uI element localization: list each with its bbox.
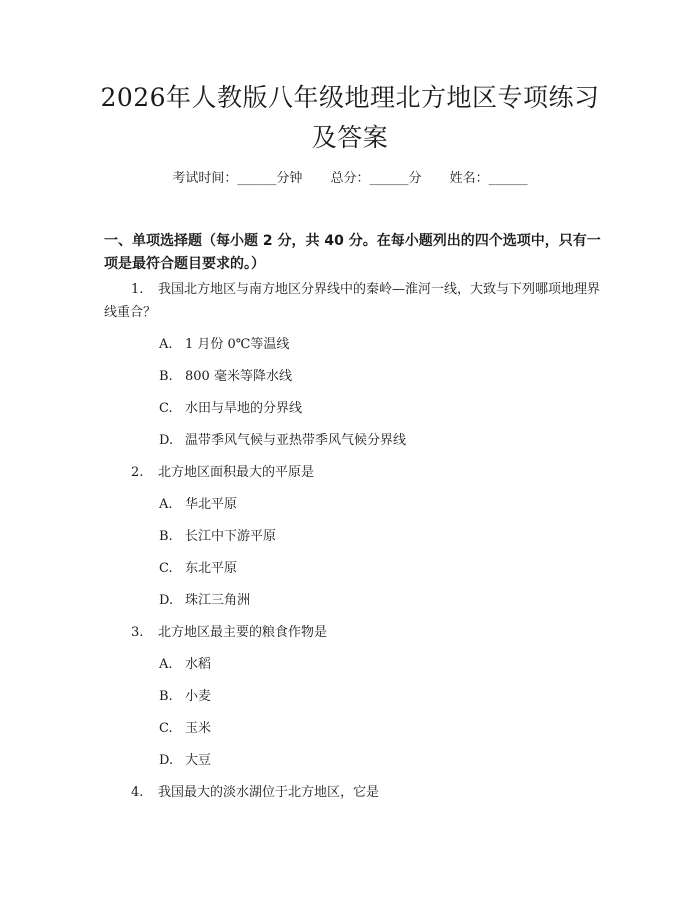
exam-info-line <box>0 170 700 188</box>
option-letter: C. <box>159 561 173 576</box>
answer-option <box>104 749 606 772</box>
option-letter: C. <box>159 721 173 736</box>
question-number: 1. <box>131 282 144 297</box>
option-list <box>104 653 606 772</box>
option-text: 长江中下游平原 <box>185 529 277 544</box>
option-text: 珠江三角洲 <box>185 593 251 608</box>
answer-option <box>104 429 606 452</box>
option-letter: A. <box>159 657 173 672</box>
option-text: 华北平原 <box>185 497 238 512</box>
option-letter: C. <box>159 401 173 416</box>
question-stem <box>104 781 606 804</box>
option-letter: D. <box>159 753 174 768</box>
question-text: 我国北方地区与南方地区分界线中的秦岭—淮河一线，大致与下列哪项地理界线重合？ <box>104 282 601 320</box>
option-letter: D. <box>159 593 174 608</box>
option-text: 小麦 <box>185 689 212 704</box>
answer-option <box>104 365 606 388</box>
document-title: 2026年人教版八年级地理北方地区专项练习及答案 <box>100 83 600 152</box>
question-number: 2. <box>131 465 144 480</box>
option-letter: B. <box>159 369 173 384</box>
option-letter: D. <box>159 433 174 448</box>
student-name-field: 姓名：______ <box>449 171 528 186</box>
option-text: 玉米 <box>185 721 212 736</box>
question-stem <box>104 621 606 644</box>
question-item <box>104 461 606 612</box>
question-text: 我国最大的淡水湖位于北方地区，它是 <box>158 785 380 800</box>
answer-option <box>104 653 606 676</box>
answer-option <box>104 525 606 548</box>
answer-option <box>104 717 606 740</box>
total-score-field: 总分：______分 <box>330 171 422 186</box>
option-text: 温带季风气候与亚热带季风气候分界线 <box>185 433 407 448</box>
answer-option <box>104 589 606 612</box>
question-number: 4. <box>131 785 144 800</box>
option-text: 大豆 <box>185 753 212 768</box>
option-text: 水稻 <box>185 657 212 672</box>
question-text: 北方地区面积最大的平原是 <box>158 465 315 480</box>
question-item <box>104 278 606 452</box>
option-letter: B. <box>159 689 173 704</box>
question-stem <box>104 461 606 484</box>
answer-option <box>104 397 606 420</box>
option-letter: A. <box>159 497 173 512</box>
question-stem <box>104 278 606 324</box>
option-letter: A. <box>159 337 173 352</box>
option-text: 东北平原 <box>185 561 238 576</box>
option-list <box>104 333 606 452</box>
option-text: 1 月份 0℃等温线 <box>185 337 290 352</box>
question-text: 北方地区最主要的粮食作物是 <box>158 625 328 640</box>
section-header: 一、单项选择题（每小题 2 分，共 40 分。在每小题列出的四个选项中，只有一项是最符合题目要求的。） <box>104 233 601 272</box>
question-number: 3. <box>131 625 144 640</box>
exam-time-field: 考试时间：______分钟 <box>172 171 303 186</box>
option-letter: B. <box>159 529 173 544</box>
option-text: 水田与旱地的分界线 <box>185 401 303 416</box>
option-list <box>104 493 606 612</box>
question-item <box>104 621 606 772</box>
answer-option <box>104 333 606 356</box>
option-text: 800 毫米等降水线 <box>185 369 292 384</box>
answer-option <box>104 685 606 708</box>
answer-option <box>104 557 606 580</box>
question-list <box>104 278 606 813</box>
question-item <box>104 781 606 804</box>
answer-option <box>104 493 606 516</box>
